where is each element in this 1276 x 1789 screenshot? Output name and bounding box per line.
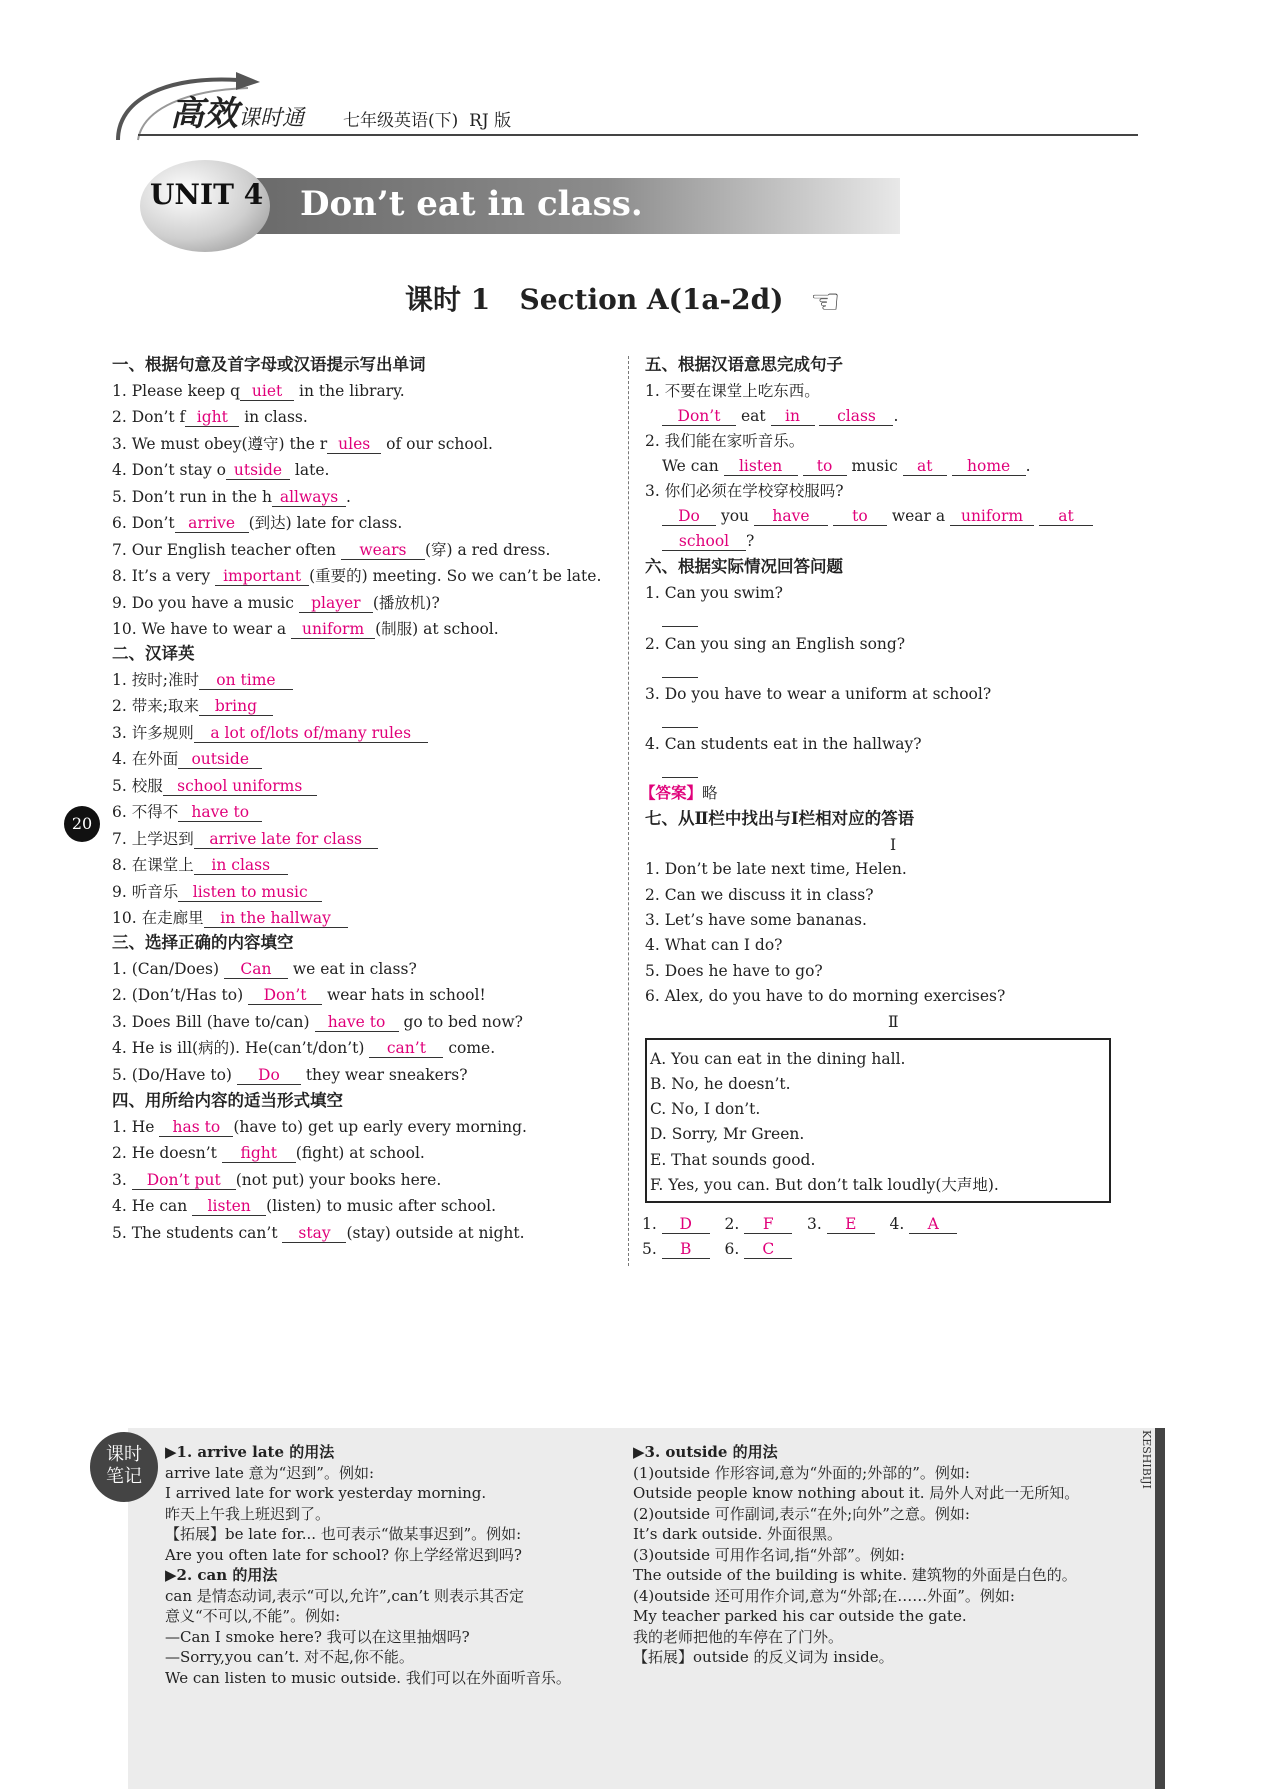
brand-big: 高效: [170, 94, 238, 134]
part7-title: 七、从Ⅱ栏中找出与Ⅰ栏相对应的答语: [645, 809, 915, 828]
part1-item-9: [112, 593, 440, 613]
part5-a2: [662, 456, 1031, 476]
part3-item-5: [112, 1065, 468, 1085]
note-line: Outside people know nothing about it. 局外人对此一无所知。: [633, 1484, 1080, 1502]
note-line: 【拓展】outside 的反义词为 inside。: [633, 1648, 894, 1666]
note-line: It’s dark outside. 外面很黑。: [633, 1525, 842, 1543]
answer-blank: to: [833, 507, 887, 526]
item-text: (have to) get up early every morning.: [233, 1118, 527, 1136]
unit-title: Don’t eat in class.: [300, 184, 643, 224]
item-text: 5. Don’t run in the h: [112, 488, 273, 506]
answer-blank: Can: [224, 960, 288, 979]
col2-item-d: D. Sorry, Mr Green.: [650, 1125, 805, 1143]
answer-blank: in class: [194, 856, 288, 875]
part2-item-10: [112, 908, 348, 928]
part4-item-3: [112, 1170, 441, 1190]
part2-title: 二、汉译英: [112, 644, 195, 663]
note-line: Are you often late for school? 你上学经常迟到吗?: [165, 1545, 522, 1564]
part4-item-1: [112, 1117, 527, 1137]
answer-blank: listen: [192, 1197, 266, 1216]
edition-text: RJ 版: [469, 111, 512, 131]
answer-blank: Don’t: [662, 407, 736, 426]
part1-item-7: [112, 540, 550, 560]
answer-blank: have: [754, 507, 828, 526]
item-text: 1.: [642, 1215, 657, 1233]
answer-blank: at: [1039, 507, 1093, 526]
answer-blank: to: [803, 457, 847, 476]
part1-item-10: [112, 619, 499, 639]
item-text: 8. It’s a very: [112, 567, 216, 585]
part4-item-2: [112, 1143, 425, 1163]
item-text: 3.: [112, 1171, 132, 1189]
item-text: 10. 在走廊里: [112, 909, 204, 927]
answer-blank: Don’t put: [132, 1171, 236, 1190]
page-number: 20: [71, 814, 93, 833]
answer-blank: B: [662, 1240, 710, 1259]
match-answers-row2: [642, 1239, 792, 1259]
item-text: 1. 按时;准时: [112, 671, 199, 689]
answer-blank: Do: [237, 1066, 301, 1085]
answer-blank: bring: [199, 697, 273, 716]
answer-blank: outside: [178, 750, 262, 769]
answer-blank: ight: [185, 408, 239, 427]
item-text: 4. He is ill(病的). He(can’t/don’t): [112, 1039, 370, 1057]
item-text: 7. Our English teacher often: [112, 541, 341, 559]
note-line: ▶3. outside 的用法: [633, 1443, 778, 1461]
pointing-hand-icon: ☜: [810, 282, 841, 322]
item-text: 5. 校服: [112, 777, 163, 795]
answer-blank: a lot of/lots of/many rules: [194, 724, 428, 743]
col1-item-1: 1. Don’t be late next time, Helen.: [645, 860, 907, 878]
answer-blank: arrive: [175, 514, 249, 533]
answer-blank: on time: [199, 671, 293, 690]
item-text: they wear sneakers?: [300, 1066, 468, 1084]
col2-item-c: C. No, I don’t.: [650, 1100, 761, 1118]
item-text: (not put) your books here.: [235, 1171, 442, 1189]
answer-blank: home: [952, 457, 1026, 476]
part2-item-5: [112, 776, 317, 796]
answer-blank: school uniforms: [163, 777, 317, 796]
item-text: We can: [662, 457, 719, 475]
grade-label: [343, 106, 511, 131]
item-text: of our school.: [381, 435, 493, 453]
item-text: .: [1025, 457, 1031, 475]
answer-blank: arrive late for class: [194, 830, 378, 849]
part1-item-5: [112, 487, 351, 507]
col1-item-3: 3. Let’s have some bananas.: [645, 911, 867, 929]
notes-left: [165, 1442, 571, 1688]
part3-item-1: [112, 959, 417, 979]
answer-blank: F: [744, 1215, 792, 1234]
item-text: 6. 不得不: [112, 803, 179, 821]
answer-blank: listen: [724, 457, 798, 476]
item-text: music: [851, 457, 898, 475]
answer-line: [662, 727, 698, 728]
note-line: (4)outside 还可用作介词,意为“外部;在……外面”。例如:: [633, 1586, 1015, 1605]
item-text: .: [346, 488, 351, 506]
answer-blank: uniform: [950, 507, 1034, 526]
answer-tag: 【答案】: [640, 783, 703, 802]
answer-blank: E: [827, 1215, 875, 1234]
note-line: 昨天上午我上班迟到了。: [165, 1504, 331, 1523]
answer-blank: fight: [222, 1144, 296, 1163]
answer-blank: in the hallway: [204, 909, 348, 928]
item-text: 4. He can: [112, 1197, 193, 1215]
item-text: you: [720, 507, 750, 525]
answer-blank: wears: [341, 541, 425, 560]
part5-a3-cont: [662, 531, 754, 551]
item-text: we eat in class?: [287, 960, 417, 978]
answer-blank: has to: [159, 1118, 233, 1137]
part3-item-4: [112, 1038, 495, 1058]
col2-item-f: F. Yes, you can. But don’t talk loudly(大声地).: [650, 1176, 999, 1194]
item-text: go to bed now?: [398, 1013, 523, 1031]
part5-title: 五、根据汉语意思完成句子: [645, 355, 843, 374]
col1-item-4: 4. What can I do?: [645, 936, 783, 954]
item-text: 4.: [889, 1215, 905, 1233]
part6-title: 六、根据实际情况回答问题: [645, 557, 843, 576]
part2-item-7: [112, 829, 378, 849]
item-text: 3.: [807, 1215, 822, 1233]
item-text: 2.: [724, 1215, 740, 1233]
answer-blank: at: [903, 457, 947, 476]
item-text: 2. Don’t f: [112, 408, 186, 426]
answer-line: [662, 677, 698, 678]
note-line: I arrived late for work yesterday morning.: [165, 1484, 487, 1502]
answer-blank: allways: [272, 488, 346, 507]
item-text: 8. 在课堂上: [112, 856, 194, 874]
col2-item-b: B. No, he doesn’t.: [650, 1075, 791, 1093]
part5-q1: 1. 不要在课堂上吃东西。: [645, 382, 820, 400]
part1-item-6: [112, 513, 402, 533]
lesson-section: Section A(1a-2d): [519, 283, 784, 316]
part4-title: 四、用所给内容的适当形式填空: [112, 1091, 343, 1110]
item-text: late.: [289, 461, 330, 479]
part4-item-5: [112, 1223, 525, 1243]
item-text: .: [893, 407, 899, 425]
item-text: (listen) to music after school.: [266, 1197, 497, 1215]
item-text: 6.: [724, 1240, 740, 1258]
part2-item-3: [112, 723, 428, 743]
item-text: wear a: [891, 507, 946, 525]
item-text: 9. Do you have a music: [112, 594, 299, 612]
item-text: 3. We must obey(遵守) the r: [112, 435, 328, 453]
part1-title: 一、根据句意及首字母或汉语提示写出单词: [112, 355, 426, 374]
answer-text: 略: [702, 784, 718, 802]
item-text: (制服) at school.: [375, 620, 499, 638]
answer-blank: have to: [178, 803, 262, 822]
answer-blank: important: [215, 567, 309, 586]
part2-item-1: [112, 670, 293, 690]
item-text: 1. Please keep q: [112, 382, 241, 400]
item-text: 3. Does Bill (have to/can): [112, 1013, 315, 1031]
note-line: The outside of the building is white. 建筑物的外面是白色的。: [633, 1566, 1077, 1584]
page-number-badge: [64, 806, 100, 842]
grade-text: 七年级英语(下): [343, 111, 459, 131]
part2-item-9: [112, 882, 322, 902]
note-line: —Can I smoke here? 我可以在这里抽烟吗?: [165, 1627, 470, 1646]
answer-blank: in: [771, 407, 815, 426]
part1-item-2: [112, 407, 308, 427]
item-text: come.: [443, 1039, 496, 1057]
answer-line: [662, 626, 698, 627]
answer-blank: stay: [282, 1224, 346, 1243]
lesson-title: [405, 278, 783, 318]
item-text: (重要的) meeting. So we can’t be late.: [309, 567, 602, 585]
item-text: 5. The students can’t: [112, 1224, 283, 1242]
item-text: 4. Don’t stay o: [112, 461, 226, 479]
item-text: 2. He doesn’t: [112, 1144, 222, 1162]
part2-item-4: [112, 749, 262, 769]
note-line: ▶1. arrive late 的用法: [165, 1443, 335, 1461]
answer-blank: D: [662, 1215, 710, 1234]
item-text: 2. (Don’t/Has to): [112, 986, 249, 1004]
col1-item-6: 6. Alex, do you have to do morning exercises?: [645, 987, 1006, 1005]
note-line: (2)outside 可作副词,表示“在外;向外”之意。例如:: [633, 1504, 970, 1523]
note-line: —Sorry,you can’t. 对不起,你不能。: [165, 1648, 414, 1666]
answer-blank: C: [744, 1240, 792, 1259]
col2-item-e: E. That sounds good.: [650, 1151, 816, 1169]
note-line: ▶2. can 的用法: [165, 1566, 278, 1584]
part3-item-2: [112, 985, 486, 1005]
answer-blank: school: [662, 532, 746, 551]
header-rule: [138, 134, 1138, 136]
answer-blank: utside: [226, 461, 290, 480]
match-answers-row1: [642, 1214, 957, 1234]
part6-answer: [640, 783, 718, 803]
part1-item-1: [112, 381, 405, 401]
item-text: wear hats in school!: [322, 986, 486, 1004]
item-text: 1. (Can/Does): [112, 960, 224, 978]
col2-label: Ⅱ: [888, 1013, 899, 1031]
col2-item-a: A. You can eat in the dining hall.: [650, 1050, 906, 1068]
answer-blank: Don’t: [248, 986, 322, 1005]
item-text: (stay) outside at night.: [346, 1224, 525, 1242]
item-text: in the library.: [294, 382, 405, 400]
col1-label: Ⅰ: [890, 836, 897, 854]
item-text: 5.: [642, 1240, 657, 1258]
answer-blank: class: [819, 407, 893, 426]
part1-item-8: [112, 566, 601, 586]
item-text: in class.: [239, 408, 308, 426]
part2-item-6: [112, 802, 262, 822]
part5-a3: [662, 506, 1093, 526]
item-text: 3. 许多规则: [112, 724, 194, 742]
part2-item-8: [112, 855, 288, 875]
column-divider: [628, 356, 629, 1266]
col1-item-5: 5. Does he have to go?: [645, 962, 823, 980]
notes-badge: [90, 1432, 158, 1502]
part3-item-3: [112, 1012, 523, 1032]
item-text: (到达) late for class.: [248, 514, 403, 532]
item-text: (穿) a red dress.: [424, 541, 551, 559]
part1-item-3: [112, 434, 493, 454]
note-line: We can listen to music outside. 我们可以在外面听音乐。: [165, 1668, 571, 1687]
notes-right: [633, 1442, 1079, 1668]
item-text: 10. We have to wear a: [112, 620, 292, 638]
item-text: 4. 在外面: [112, 750, 179, 768]
item-text: (fight) at school.: [295, 1144, 425, 1162]
part5-q2: 2. 我们能在家听音乐。: [645, 432, 805, 450]
answer-blank: uniform: [291, 620, 375, 639]
note-line: 意义“不可以,不能”。例如:: [165, 1607, 341, 1625]
part6-q1: 1. Can you swim?: [645, 584, 783, 602]
answer-blank: Do: [662, 507, 716, 526]
item-text: 7. 上学迟到: [112, 830, 194, 848]
item-text: 9. 听音乐: [112, 883, 179, 901]
answer-blank: uiet: [240, 382, 294, 401]
note-line: 我的老师把他的车停在了门外。: [633, 1627, 844, 1646]
item-text: (播放机)?: [372, 594, 440, 612]
notes-side-text: KESHIBIJI: [1140, 1430, 1153, 1489]
item-text: 5. (Do/Have to): [112, 1066, 237, 1084]
part2-item-2: [112, 696, 273, 716]
answer-blank: ules: [327, 435, 381, 454]
part6-q3: 3. Do you have to wear a uniform at school?: [645, 685, 992, 703]
badge-line2: 笔记: [106, 1466, 142, 1487]
part6-q2: 2. Can you sing an English song?: [645, 635, 906, 653]
item-text: 2. 带来;取来: [112, 697, 199, 715]
lesson-number: 课时 1: [405, 283, 491, 316]
brand-small: 课时通: [238, 106, 305, 131]
item-text: 1. He: [112, 1118, 160, 1136]
part1-item-4: [112, 460, 329, 480]
part4-item-4: [112, 1196, 496, 1216]
brand-logo: [170, 86, 304, 135]
note-line: arrive late 意为“迟到”。例如:: [165, 1463, 375, 1482]
answer-blank: player: [299, 594, 373, 613]
note-line: can 是情态动词,表示“可以,允许”,can’t 则表示其否定: [165, 1586, 524, 1605]
part5-q3: 3. 你们必须在学校穿校服吗?: [645, 482, 844, 500]
badge-line1: 课时: [106, 1444, 142, 1465]
note-line: My teacher parked his car outside the gate.: [633, 1607, 967, 1625]
item-text: 6. Don’t: [112, 514, 175, 532]
unit-label: UNIT 4: [150, 178, 264, 211]
note-line: (3)outside 可用作名词,指“外部”。例如:: [633, 1545, 905, 1564]
part5-a1: [662, 406, 898, 426]
answer-blank: listen to music: [178, 883, 322, 902]
answer-blank: A: [909, 1215, 957, 1234]
note-line: 【拓展】be late for... 也可表示“做某事迟到”。例如:: [165, 1525, 522, 1543]
item-text: eat: [740, 407, 766, 425]
item-text: ?: [746, 532, 755, 550]
notes-side-bar: [1155, 1428, 1165, 1789]
part6-q4: 4. Can students eat in the hallway?: [645, 735, 922, 753]
col1-item-2: 2. Can we discuss it in class?: [645, 886, 874, 904]
answer-line: [662, 777, 698, 778]
answer-blank: can’t: [369, 1039, 443, 1058]
part3-title: 三、选择正确的内容填空: [112, 933, 294, 952]
answer-blank: have to: [315, 1013, 399, 1032]
note-line: (1)outside 作形容词,意为“外面的;外部的”。例如:: [633, 1463, 970, 1482]
